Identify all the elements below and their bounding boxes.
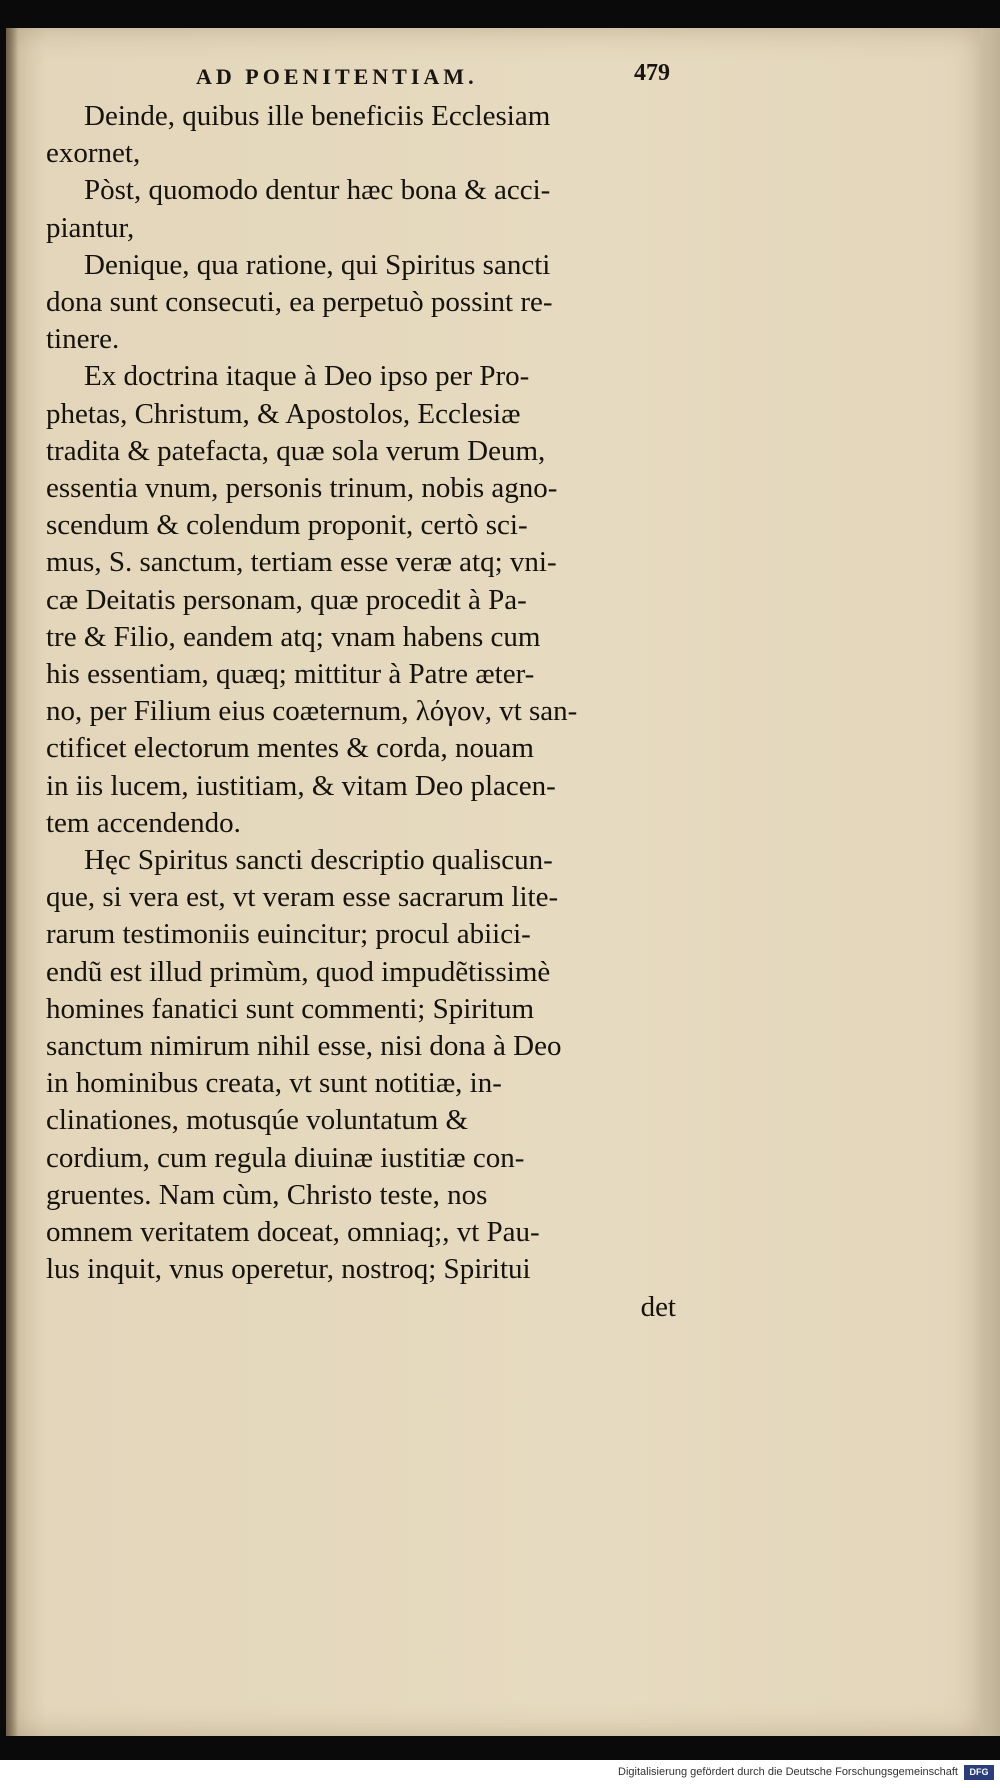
text-line: endũ est illud primùm, quod impudẽtissimè xyxy=(46,955,551,988)
text-line: no, per Filium eius coæternum, λόγον, vt san- xyxy=(46,695,578,728)
text-line: Ex doctrina itaque à Deo ipso per Pro- xyxy=(84,360,530,393)
text-line: cæ Deitatis personam, quæ procedit à Pa- xyxy=(46,583,527,616)
funding-credit: Digitalisierung gefördert durch die Deutsche Forschungsgemeinschaft xyxy=(618,1766,958,1778)
text-line: sanctum nimirum nihil esse, nisi dona à Deo xyxy=(46,1030,562,1063)
page-number: 479 xyxy=(634,60,670,86)
text-line: tre & Filio, eandem atq; vnam habens cum xyxy=(46,620,541,653)
text-line: tinere. xyxy=(46,323,120,356)
text-line: in hominibus creata, vt sunt notitiæ, in- xyxy=(46,1067,502,1100)
text-line: Denique, qua ratione, qui Spiritus sancti xyxy=(84,248,551,281)
text-line: piantur, xyxy=(46,211,135,244)
digitization-footer xyxy=(0,1760,1000,1788)
text-line: tem accendendo. xyxy=(46,806,241,839)
text-line: cordium, cum regula diuinæ iustitiæ con- xyxy=(46,1141,525,1174)
text-line: gruentes. Nam cùm, Christo teste, nos xyxy=(46,1178,488,1211)
text-line: exornet, xyxy=(46,137,141,170)
text-line: Hęc Spiritus sancti descriptio qualiscun- xyxy=(84,844,553,877)
catchword: det xyxy=(640,1290,676,1323)
text-line: mus, S. sanctum, tertiam esse veræ atq; vni- xyxy=(46,546,557,579)
running-head: AD POENITENTIAM. xyxy=(196,64,478,89)
text-line: in iis lucem, iustitiam, & vitam Deo placen- xyxy=(46,769,556,802)
text-line: dona sunt consecuti, ea perpetuò possint re- xyxy=(46,286,553,319)
text-line: clinationes, motusqúe voluntatum & xyxy=(46,1104,469,1137)
body-text xyxy=(46,98,680,1326)
text-line: essentia vnum, personis trinum, nobis agno- xyxy=(46,472,558,505)
text-line: rarum testimoniis euincitur; procul abiici- xyxy=(46,918,531,951)
page-edge xyxy=(980,28,1000,1736)
text-line: homines fanatici sunt commenti; Spiritum xyxy=(46,992,535,1025)
text-line: que, si vera est, vt veram esse sacrarum lite- xyxy=(46,881,559,914)
text-line: Pòst, quomodo dentur hæc bona & acci- xyxy=(84,174,551,207)
text-line: omnem veritatem doceat, omniaq;, vt Pau- xyxy=(46,1216,540,1249)
dfg-logo: DFG xyxy=(964,1765,994,1780)
text-line: his essentiam, quæq; mittitur à Patre æter- xyxy=(46,658,535,691)
text-line: ctificet electorum mentes & corda, nouam xyxy=(46,732,534,765)
text-line: tradita & patefacta, quæ sola verum Deum, xyxy=(46,434,546,467)
text-line: Deinde, quibus ille beneficiis Ecclesiam xyxy=(84,100,551,132)
text-line: lus inquit, vnus operetur, nostroq; Spiritui xyxy=(46,1253,531,1286)
text-line: scendum & colendum proponit, certò sci- xyxy=(46,509,528,542)
text-line: phetas, Christum, & Apostolos, Ecclesiæ xyxy=(46,397,521,430)
